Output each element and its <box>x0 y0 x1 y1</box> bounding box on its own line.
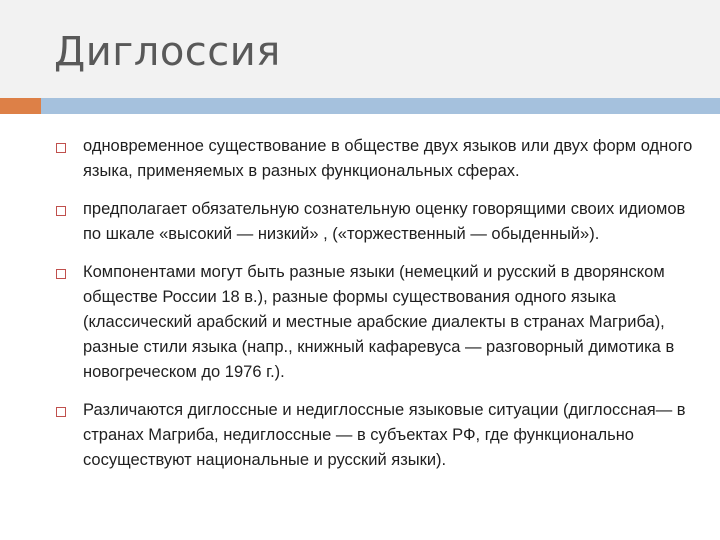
bullet-item <box>56 197 696 247</box>
bullet-text: предполагает обязательную сознательную оценку говорящими своих идиомов по шкале «высокий — низкий» , («торжественный — обыденный»). <box>83 200 686 243</box>
square-bullet-icon <box>56 269 66 279</box>
title-area <box>0 0 720 98</box>
bullet-item <box>56 398 696 473</box>
bullet-text: Различаются диглоссные и недиглоссные языковые ситуации (диглоссная— в странах Магриба, недиглоссные — в субъектах РФ, где функционально сосуществуют национальные и русский языки). <box>83 401 686 469</box>
slide-content <box>56 134 696 486</box>
accent-bar-orange <box>0 98 41 114</box>
bullet-list <box>56 134 696 473</box>
slide-title: Диглоссия <box>54 29 281 75</box>
square-bullet-icon <box>56 206 66 216</box>
bullet-item <box>56 134 696 184</box>
square-bullet-icon <box>56 143 66 153</box>
bullet-item <box>56 260 696 385</box>
accent-bar-blue <box>41 98 720 114</box>
bullet-text: Компонентами могут быть разные языки (немецкий и русский в дворянском обществе России 18 в.), разные формы существования одного языка (классический арабский и местные арабские диалекты в странах Магриба), разные стили языка (напр., книжный кафаревуса — разговорный димотика в новогреческом до 1976 г.). <box>83 263 675 381</box>
square-bullet-icon <box>56 407 66 417</box>
bullet-text: одновременное существование в обществе двух языков или двух форм одного языка, применяемых в разных функциональных сферах. <box>83 137 693 180</box>
